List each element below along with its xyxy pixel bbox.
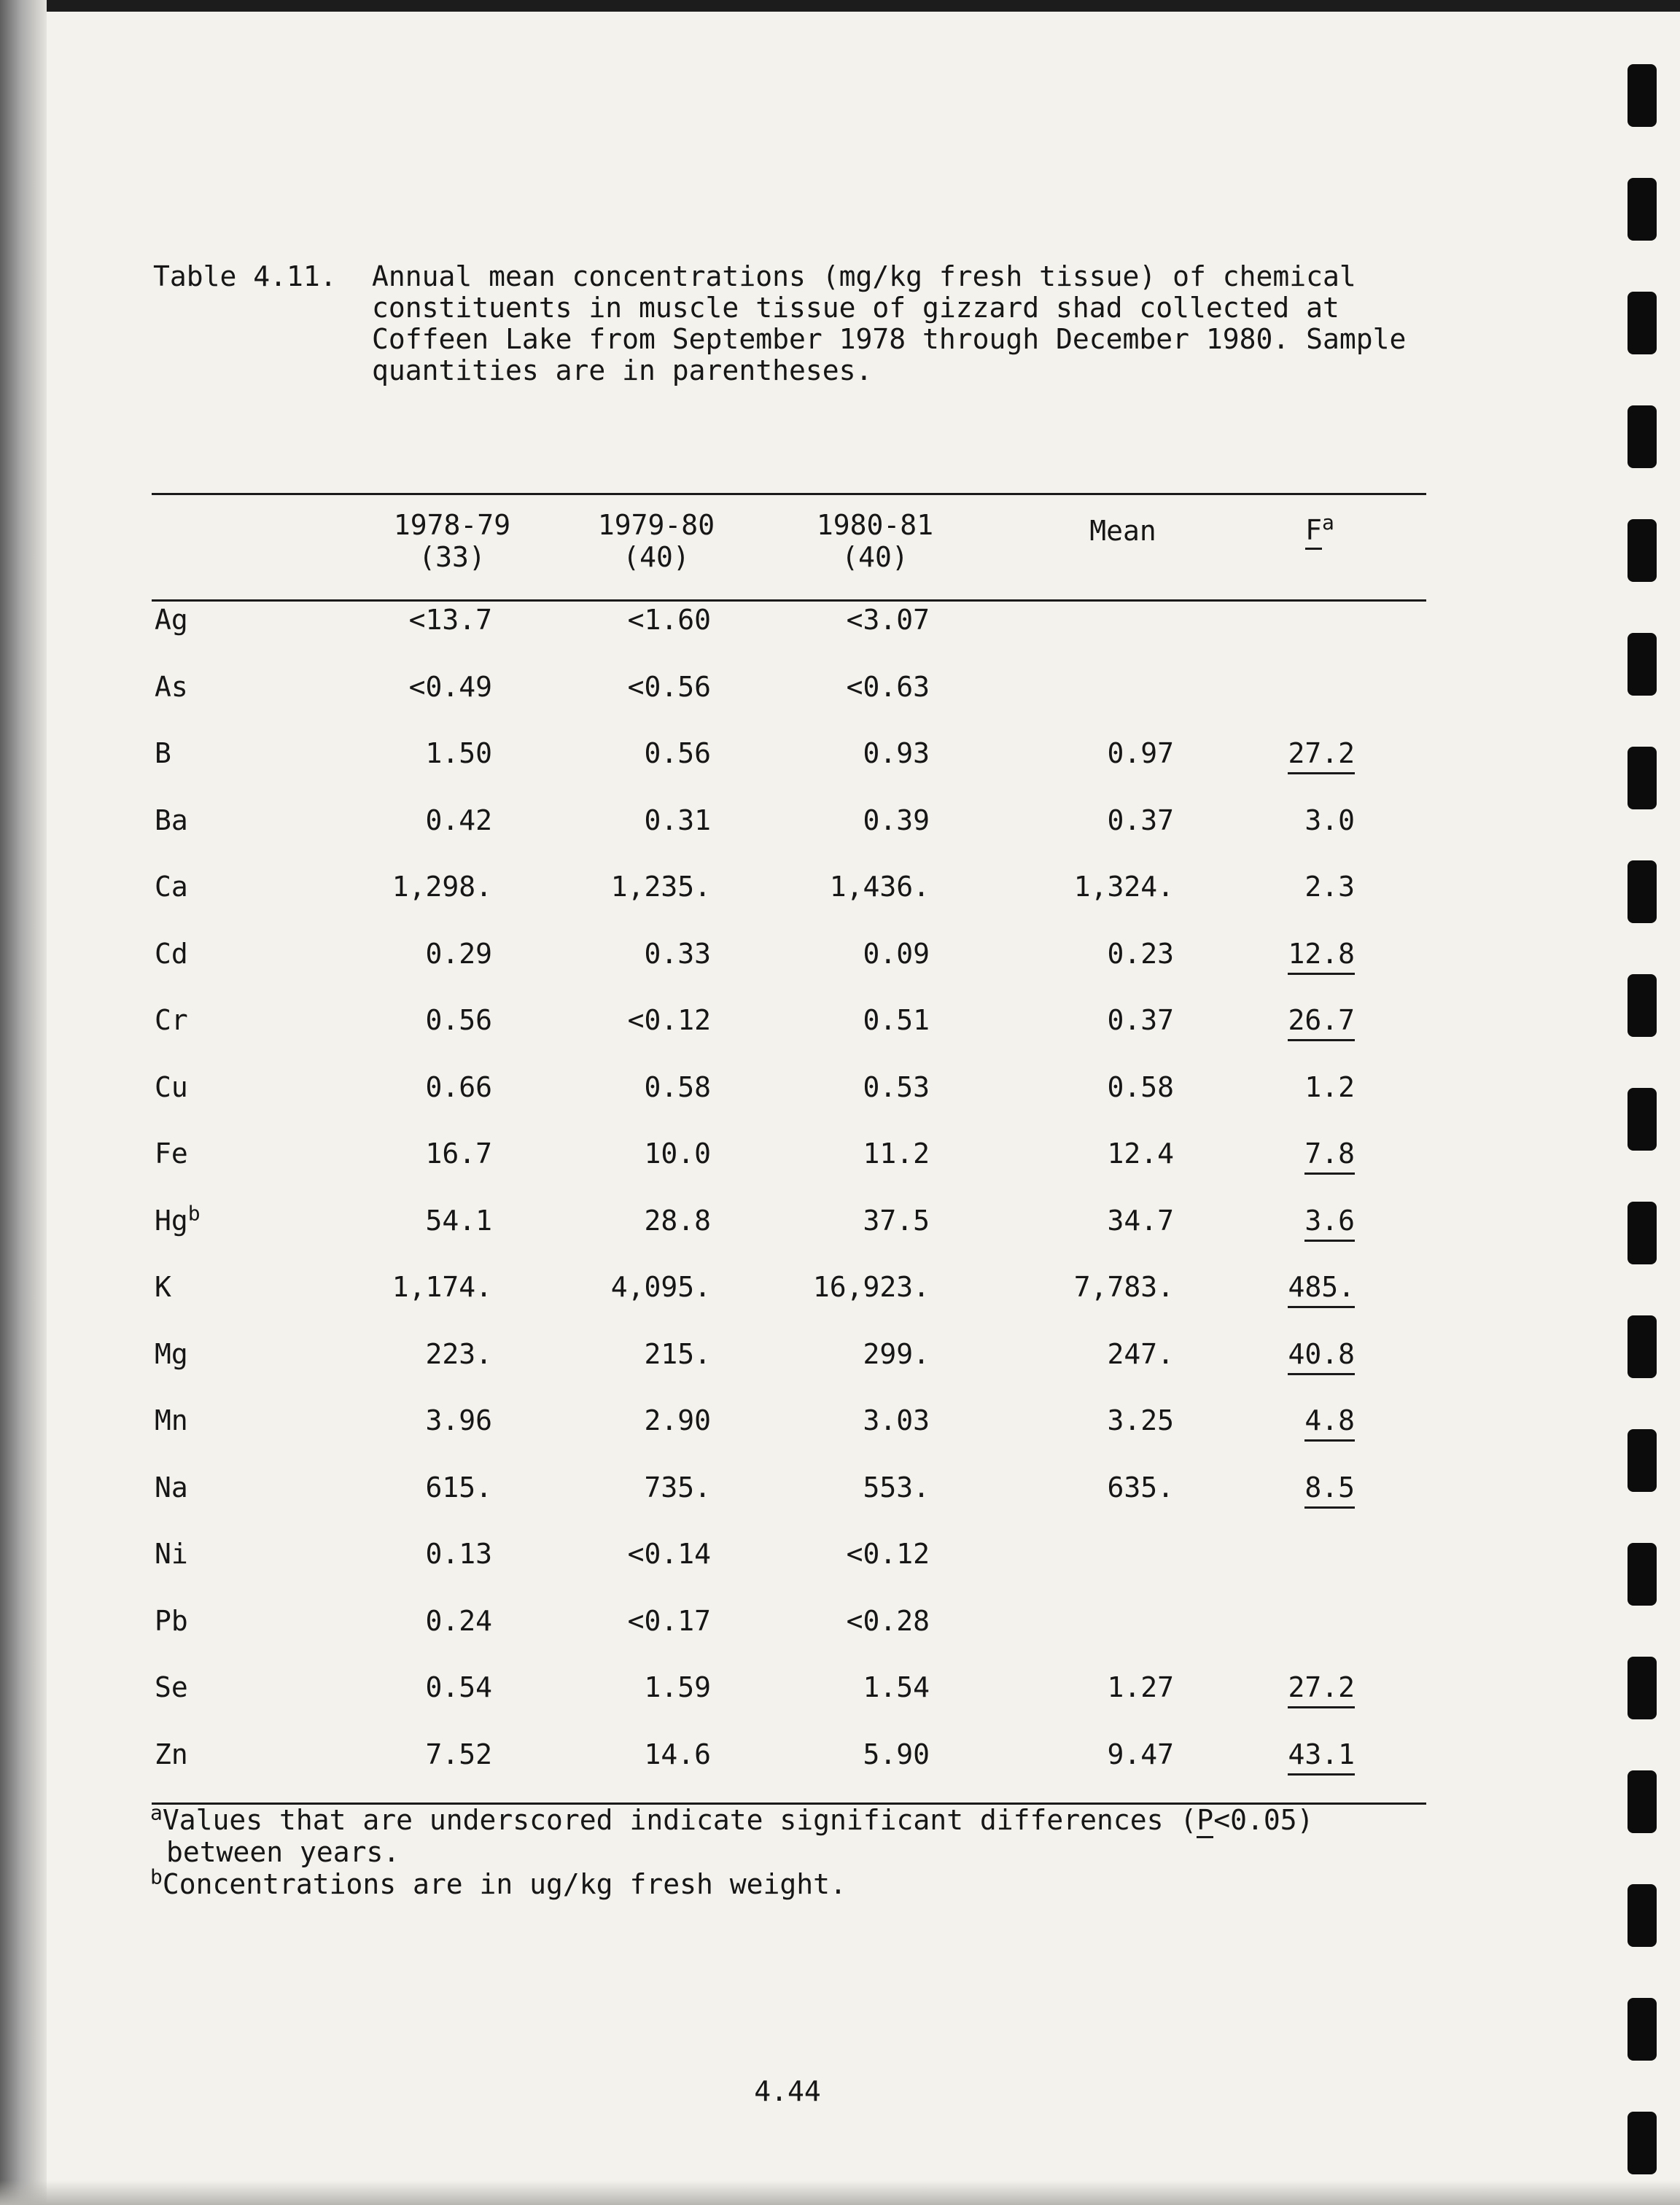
value-1978-79: 1.50: [425, 737, 492, 769]
table-number: Table 4.11.: [153, 260, 337, 292]
value-1978-79: 0.24: [425, 1605, 492, 1637]
element-symbol: [155, 1532, 188, 1576]
element-symbol-text: Ni: [155, 1538, 188, 1570]
element-symbol-text: Ag: [155, 604, 188, 636]
value-1980-81: 3.03: [863, 1404, 930, 1436]
value-f: [1240, 1466, 1355, 1509]
page-number: 4.44: [754, 2075, 821, 2107]
value-1978-79: 3.96: [425, 1404, 492, 1436]
column-header-sample-size: (33): [419, 541, 486, 573]
table-caption-text: Annual mean concentrations (mg/kg fresh tissue) of chemical constituents in muscle tissue of gizzard shad collected at Coffeen Lake from September 1978 through December 1980. Sample quantities are in parentheses.: [372, 260, 1407, 386]
value-1980-81: 5.90: [863, 1738, 930, 1770]
value-mean: 0.37: [1107, 804, 1174, 836]
value-1978-79: 0.56: [425, 1004, 492, 1036]
element-symbol-text: K: [155, 1271, 171, 1303]
table-row: [0, 1132, 1680, 1175]
f-statistic: 4.8: [1304, 1404, 1355, 1442]
column-header-label: 1979-80: [597, 509, 715, 541]
value-1980-81: 0.39: [863, 804, 930, 836]
value-f: [1240, 1665, 1355, 1709]
element-symbol-text: Cu: [155, 1071, 188, 1103]
element-symbol-text: As: [155, 671, 188, 703]
value-1978-79: 7.52: [425, 1738, 492, 1770]
value-1979-80: <0.56: [627, 671, 711, 703]
element-symbol: [155, 1466, 188, 1509]
element-symbol-text: Ba: [155, 804, 188, 836]
f-statistic: 7.8: [1304, 1138, 1355, 1175]
value-1979-80: 0.56: [644, 737, 711, 769]
value-1978-79: <13.7: [408, 604, 492, 636]
value-1979-80: 0.33: [644, 938, 711, 970]
value-1979-80: 28.8: [644, 1205, 711, 1237]
table-row: [0, 798, 1680, 842]
value-mean: 7,783.: [1073, 1271, 1174, 1303]
element-symbol: [155, 1265, 171, 1309]
element-symbol-text: Cd: [155, 938, 188, 970]
punch-hole: [1628, 1998, 1657, 2061]
value-1978-79: 0.66: [425, 1071, 492, 1103]
element-symbol-text: B: [155, 737, 171, 769]
value-1978-79: 0.29: [425, 938, 492, 970]
value-f: [1240, 1732, 1355, 1776]
element-symbol-text: Fe: [155, 1138, 188, 1170]
value-1980-81: 16,923.: [812, 1271, 930, 1303]
element-symbol: [155, 865, 188, 909]
column-header-1978-79: [379, 509, 525, 573]
f-statistic: 27.2: [1288, 737, 1355, 774]
table-row: [0, 1599, 1680, 1643]
punch-hole: [1628, 1770, 1657, 1833]
value-1980-81: 0.51: [863, 1004, 930, 1036]
value-f: [1240, 1065, 1355, 1109]
value-f: [1240, 932, 1355, 976]
column-header-label: Mean: [1089, 515, 1156, 547]
table-row: [0, 998, 1680, 1042]
element-symbol-text: Ca: [155, 871, 188, 903]
element-symbol-text: Cr: [155, 1004, 188, 1036]
column-header-mean: [1050, 515, 1196, 547]
element-symbol: [155, 665, 188, 709]
column-header-label: 1978-79: [393, 509, 511, 541]
value-1980-81: <0.12: [846, 1538, 930, 1570]
value-1979-80: <0.12: [627, 1004, 711, 1036]
value-mean: 247.: [1107, 1338, 1174, 1370]
element-footnote-marker: b: [187, 1201, 201, 1226]
element-symbol: [155, 1199, 201, 1242]
value-f: [1240, 798, 1355, 842]
element-symbol: [155, 932, 188, 976]
value-f: [1240, 731, 1355, 775]
punch-hole: [1628, 292, 1657, 354]
value-mean: 0.23: [1107, 938, 1174, 970]
punch-holes: [1628, 64, 1660, 2164]
element-symbol-text: Na: [155, 1471, 188, 1504]
value-1980-81: <0.63: [846, 671, 930, 703]
column-header-label: 1980-81: [816, 509, 934, 541]
value-1978-79: 16.7: [425, 1138, 492, 1170]
element-symbol: [155, 1732, 188, 1776]
punch-hole: [1628, 2112, 1657, 2174]
column-header-sample-size: (40): [623, 541, 690, 573]
value-1980-81: 0.93: [863, 737, 930, 769]
table-row: [0, 865, 1680, 909]
value-mean: 3.25: [1107, 1404, 1174, 1436]
value-1980-81: 299.: [863, 1338, 930, 1370]
f-statistic: 26.7: [1288, 1004, 1355, 1041]
scan-top-border: [0, 0, 1680, 12]
table-row: [0, 1732, 1680, 1776]
footnote-a-text: Values that are underscored indicate significant differences (: [162, 1804, 1197, 1836]
punch-hole: [1628, 178, 1657, 241]
value-f: [1240, 865, 1355, 909]
table-top-rule: [152, 493, 1426, 495]
footnotes: [150, 1800, 1434, 1900]
value-1979-80: 735.: [644, 1471, 711, 1504]
value-f: [1240, 1265, 1355, 1309]
footnote-b: [150, 1864, 1434, 1900]
footnote-a-line2: between years.: [166, 1836, 400, 1868]
element-symbol-text: Mg: [155, 1338, 188, 1370]
footnote-a: [150, 1800, 1434, 1836]
table-row: [0, 932, 1680, 976]
value-1978-79: 223.: [425, 1338, 492, 1370]
f-statistic: 8.5: [1304, 1471, 1355, 1509]
value-1979-80: 10.0: [644, 1138, 711, 1170]
punch-hole: [1628, 405, 1657, 468]
value-1979-80: 2.90: [644, 1404, 711, 1436]
value-1978-79: 0.13: [425, 1538, 492, 1570]
value-1979-80: 0.31: [644, 804, 711, 836]
table-row: [0, 665, 1680, 709]
table-row: [0, 1399, 1680, 1442]
column-header-f: [1291, 510, 1349, 546]
value-1978-79: 1,174.: [392, 1271, 492, 1303]
table-row: [0, 1265, 1680, 1309]
table-row: [0, 1199, 1680, 1242]
f-header-footnote-marker: a: [1322, 510, 1334, 534]
value-1980-81: 0.09: [863, 938, 930, 970]
value-1979-80: 4,095.: [610, 1271, 711, 1303]
f-header-letter: F: [1305, 514, 1322, 550]
value-1978-79: <0.49: [408, 671, 492, 703]
footnote-b-text: Concentrations are in ug/kg fresh weight.: [162, 1868, 847, 1900]
value-mean: 0.37: [1107, 1004, 1174, 1036]
value-1979-80: 215.: [644, 1338, 711, 1370]
value-mean: 12.4: [1107, 1138, 1174, 1170]
value-1980-81: 0.53: [863, 1071, 930, 1103]
table-row: [0, 1532, 1680, 1576]
value-mean: 9.47: [1107, 1738, 1174, 1770]
value-1979-80: 1,235.: [610, 871, 711, 903]
footnote-a-p-symbol: P: [1197, 1804, 1213, 1838]
element-symbol-text: Zn: [155, 1738, 188, 1770]
value-mean: 1,324.: [1073, 871, 1174, 903]
value-1978-79: 54.1: [425, 1205, 492, 1237]
element-symbol: [155, 798, 188, 842]
value-1980-81: 11.2: [863, 1138, 930, 1170]
value-mean: 0.97: [1107, 737, 1174, 769]
value-f: [1240, 1332, 1355, 1376]
element-symbol: [155, 998, 188, 1042]
f-statistic: 3.0: [1304, 804, 1355, 836]
column-header-1979-80: [583, 509, 729, 573]
element-symbol: [155, 598, 188, 642]
value-f: [1240, 1132, 1355, 1175]
value-1979-80: <1.60: [627, 604, 711, 636]
value-1979-80: 1.59: [644, 1671, 711, 1703]
element-symbol: [155, 1132, 188, 1175]
element-symbol: [155, 1599, 188, 1643]
f-statistic: 40.8: [1288, 1338, 1355, 1375]
footnote-a-text-end: <0.05): [1213, 1804, 1314, 1836]
value-1978-79: 0.54: [425, 1671, 492, 1703]
f-statistic: 43.1: [1288, 1738, 1355, 1776]
element-symbol: [155, 731, 171, 775]
value-mean: 635.: [1107, 1471, 1174, 1504]
f-statistic: 1.2: [1304, 1071, 1355, 1103]
value-mean: 0.58: [1107, 1071, 1174, 1103]
value-1978-79: 1,298.: [392, 871, 492, 903]
value-1979-80: <0.14: [627, 1538, 711, 1570]
f-statistic: 12.8: [1288, 938, 1355, 975]
value-1980-81: 1,436.: [829, 871, 930, 903]
punch-hole: [1628, 519, 1657, 582]
value-1980-81: 37.5: [863, 1205, 930, 1237]
value-1980-81: 1.54: [863, 1671, 930, 1703]
punch-hole: [1628, 1884, 1657, 1947]
value-mean: 34.7: [1107, 1205, 1174, 1237]
column-header-sample-size: (40): [841, 541, 909, 573]
element-symbol-text: Pb: [155, 1605, 188, 1637]
value-1980-81: 553.: [863, 1471, 930, 1504]
element-symbol: [155, 1399, 188, 1442]
table-row: [0, 598, 1680, 642]
table-row: [0, 1466, 1680, 1509]
scan-bottom-edge: [0, 2180, 1680, 2205]
value-1980-81: <0.28: [846, 1605, 930, 1637]
value-1979-80: <0.17: [627, 1605, 711, 1637]
value-1979-80: 14.6: [644, 1738, 711, 1770]
element-symbol: [155, 1065, 188, 1109]
table-row: [0, 1065, 1680, 1109]
element-symbol-text: Hg: [155, 1205, 188, 1237]
value-f: [1240, 998, 1355, 1042]
punch-hole: [1628, 64, 1657, 127]
value-f: [1240, 1399, 1355, 1442]
column-header-1980-81: [802, 509, 948, 573]
value-1979-80: 0.58: [644, 1071, 711, 1103]
value-1978-79: 615.: [425, 1471, 492, 1504]
value-1980-81: <3.07: [846, 604, 930, 636]
f-statistic: 3.6: [1304, 1205, 1355, 1242]
footnote-marker: a: [150, 1800, 163, 1825]
value-mean: 1.27: [1107, 1671, 1174, 1703]
element-symbol: [155, 1332, 188, 1376]
f-statistic: 2.3: [1304, 871, 1355, 903]
table-row: [0, 1665, 1680, 1709]
table-row: [0, 731, 1680, 775]
value-1978-79: 0.42: [425, 804, 492, 836]
element-symbol-text: Se: [155, 1671, 188, 1703]
f-statistic: 485.: [1288, 1271, 1355, 1308]
f-statistic: 27.2: [1288, 1671, 1355, 1708]
value-f: [1240, 1199, 1355, 1242]
table-row: [0, 1332, 1680, 1376]
element-symbol: [155, 1665, 188, 1709]
footnote-marker: b: [150, 1864, 163, 1889]
element-symbol-text: Mn: [155, 1404, 188, 1436]
